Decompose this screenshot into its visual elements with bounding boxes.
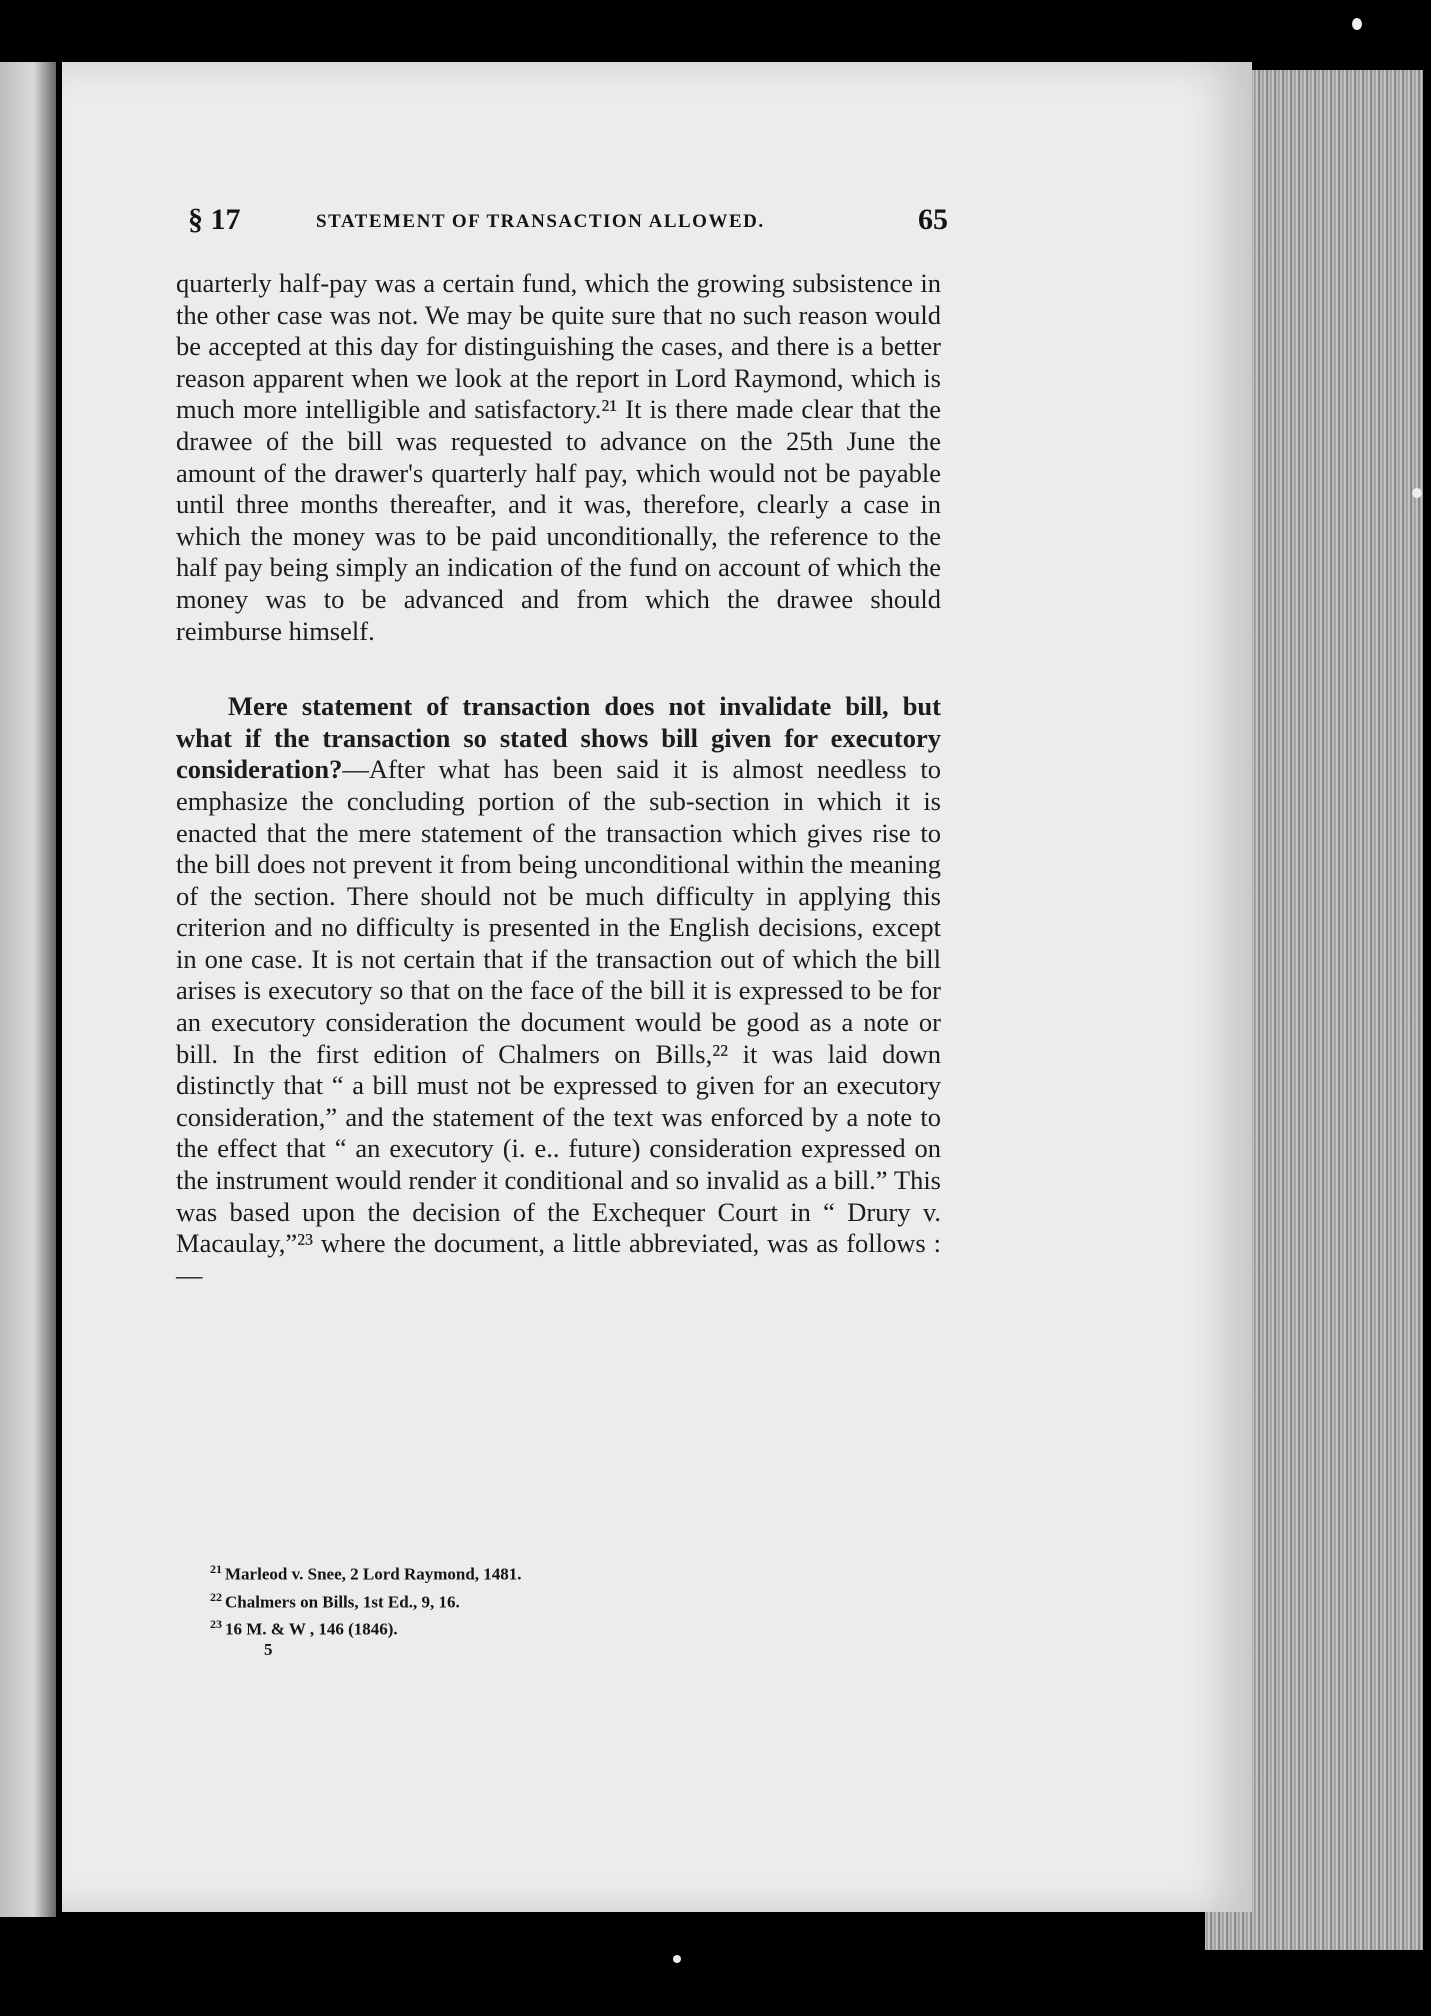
dust-speck <box>1352 18 1362 30</box>
running-title: STATEMENT OF TRANSACTION ALLOWED. <box>316 211 765 232</box>
footnote: $^{23}$ 16 M. & W , 146 (1846). <box>210 1617 398 1639</box>
running-header <box>188 203 948 243</box>
page-number: 65 <box>918 203 948 236</box>
footnotes <box>210 1558 710 1641</box>
signature-mark: 5 <box>264 1640 273 1659</box>
left-page-edge <box>0 62 56 1917</box>
dust-speck <box>673 1955 681 1963</box>
footnote: $^{21}$ Marleod v. Snee, 2 Lord Raymond, 1481. <box>210 1562 522 1584</box>
paragraph-2-body: —After what has been said it is almost needless to emphasize the concluding portion of the sub-section in which it is enacted that the mere statement of the transaction which gives rise to the bill does not prevent it from being unconditional within the meaning of the section. There should not be much difficulty in applying this criterion and no difficulty is presented in the English decisions, except in one case. It is not certain that if the transaction out of which the bill arises is executory so that on the face of the bill it is expressed to be for an executory consideration the document would be good as a note or bill. In the first edition of Chalmers on Bills,²² it was laid down distinctly that “ a bill must not be expressed to given for an executory consideration,” and the statement of the text was enforced by a note to the effect that “ an executory (i. e.. future) consideration expressed on the instrument would render it conditional and so invalid as a bill.” This was based upon the decision of the Exchequer Court in “ Drury v. Macaulay,”²³ where the document, a little abbreviated, was as follows :— <box>176 754 941 1290</box>
paragraph-1: quarterly half-pay was a certain fund, which the growing subsistence in the other case was not. We may be quite sure that no such reason would be accepted at this day for distinguishing the cases, and there is a better reason apparent when we look at the report in Lord Raymond, which is much more intelligible and satisfactory.²¹ It is there made clear that the drawee of the bill was requested to advance on the 25th June the amount of the drawer's quarterly half pay, which would not be payable until three months thereafter, and it was, therefore, clearly a case in which the money was to be paid unconditionally, the reference to the half pay being simply an indication of the fund on account of which the money was to be advanced and from which the drawee should reimburse himself. <box>176 268 941 646</box>
footnote: $^{22}$ Chalmers on Bills, 1st Ed., 9, 16. <box>210 1589 460 1612</box>
section-number: § 17 <box>188 203 241 236</box>
side-heading: Mere statement of transaction does not invalidate bill, but what if the transaction so stated shows bill given for executory consideration? <box>176 691 941 785</box>
dust-speck <box>1412 488 1422 498</box>
body-text <box>176 268 941 1291</box>
paragraph-2 <box>176 691 941 1291</box>
